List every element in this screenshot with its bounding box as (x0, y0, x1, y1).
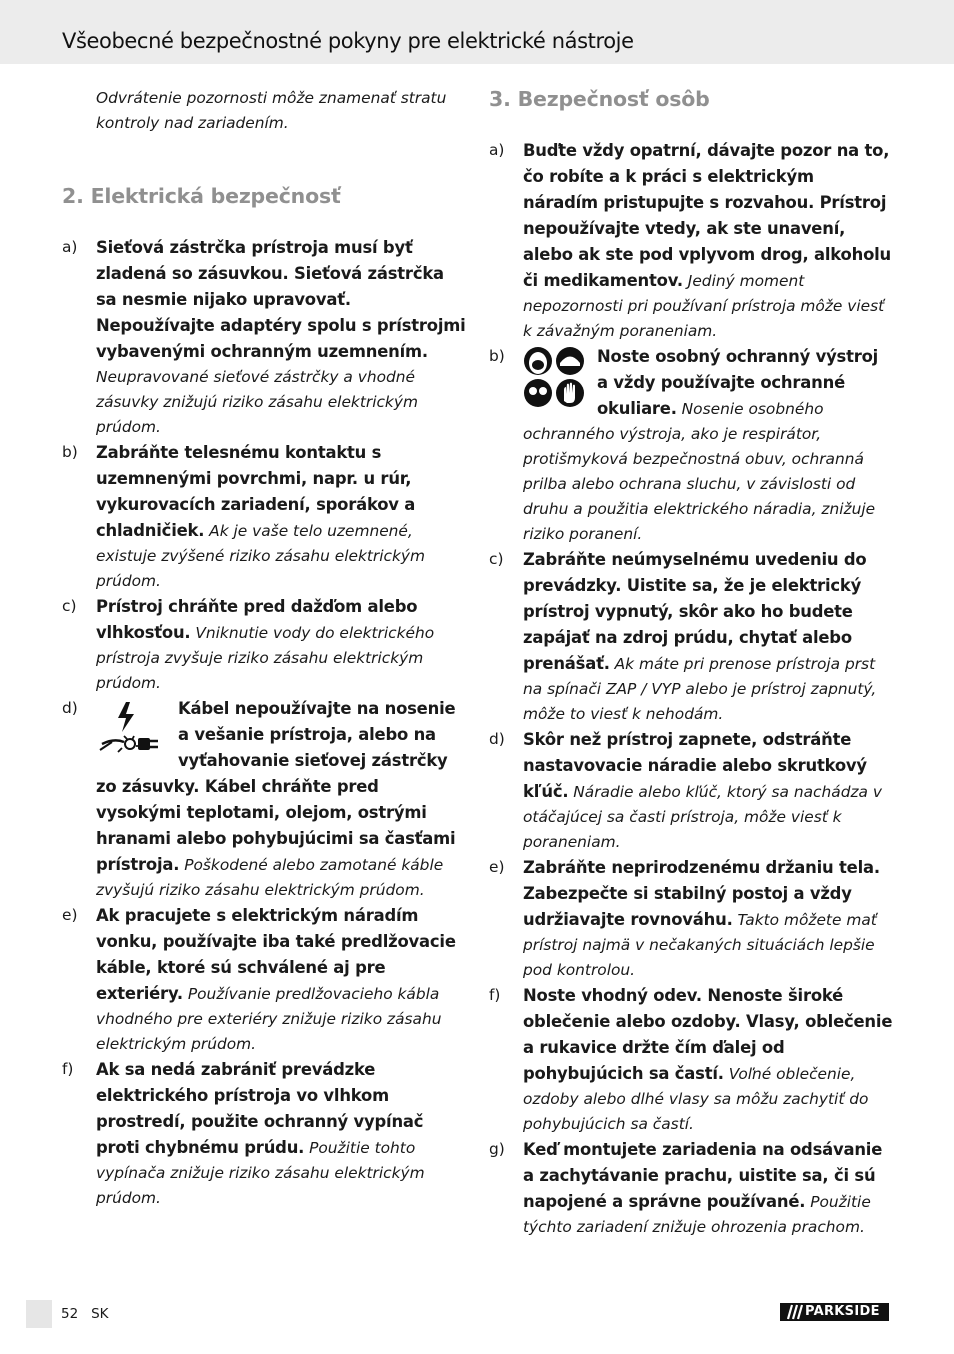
list-item: b) Zabráňte telesnému kontaktu s uzemnenými povrchmi, napr. u rúr, vykurovacích zariadení, sporákov a chladničiek. Ak je vaše telo uzemnené, existuje zvýšené riziko zásahu elektrickým prúdom. (62, 443, 425, 590)
item-bold-text: Skôr než prístroj zapnete, odstráňte nastavovacie náradie alebo skrutkový kľúč. (523, 730, 867, 801)
section-2-title: 2. Elektrická bezpečnosť (62, 184, 341, 208)
list-item: d) Skôr než prístroj zapnete, odstráňte nastavovacie náradie alebo skrutkový kľúč. Náradie alebo kľúč, ktorý sa nachádza v otáčajúcej sa časti prístroja, môže viesť k poraneniam. (489, 730, 882, 851)
item-text: Náradie alebo kľúč, ktorý sa nachádza v otáčajúcej sa časti prístroja, môže viesť k poraneniam. (523, 783, 882, 851)
item-text: Voľné oblečenie, ozdoby alebo dlhé vlasy sa môžu zachytiť do pohybujúcich sa častí. (523, 1065, 869, 1133)
page-header (0, 0, 954, 64)
parkside-logo (780, 1303, 889, 1321)
list-item: d) Kábel nepoužívajte na nosenie a vešanie prístroja, alebo na vyťahovanie sieťovej zástrčky zo zásuvky. Kábel chráňte pred vysokými teplotami, olejom, ostrými hranami alebo pohybujúcimi sa časťami prístroja. Poškodené alebo zamotané káble zvyšujú riziko zásahu elektrickým prúdom. (62, 699, 456, 899)
section-3-title: 3. Bezpečnosť osôb (489, 87, 710, 111)
page-title: Všeobecné bezpečnostné pokyny pre elektrické nástroje (62, 29, 634, 53)
item-text: Použitie týchto zariadení znižuje ohrozenia prachom. (523, 1193, 871, 1236)
item-bold-text: Keď montujete zariadenia na odsávanie a zachytávanie prachu, uistite sa, či sú napojené a správne používané. (523, 1140, 883, 1211)
brand-name: PARKSIDE (805, 1304, 880, 1319)
right-column (489, 86, 894, 1240)
item-text: Nosenie osobného ochranného výstroja, ako je respirátor, protišmyková bezpečnostná obuv, ochranná prilba alebo ochrana sluchu, v závislosti od druhu a použitia elektrického náradia, znižuje riziko poranení. (523, 400, 876, 543)
item-bold-text: Noste osobný ochranný výstroj a vždy používajte ochranné okuliare. (597, 347, 879, 418)
page-number: 52 (61, 1306, 79, 1322)
item-text: Jediný moment nepozornosti pri používaní prístroja môže viesť k závažným poraneniam. (523, 272, 885, 340)
item-bold-text: Zabráňte telesnému kontaktu s uzemnenými povrchmi, napr. u rúr, vykurovacích zariadení, sporákov a chladničiek. (96, 443, 416, 540)
logo-stripes-icon (784, 1303, 804, 1321)
list-item: b) Noste osobný ochranný výstroj a vždy používajte ochranné okuliare. Nosenie osobného ochranného výstroja, ako je respirátor, protišmyková bezpečnostná obuv, ochranná prilba alebo ochrana sluchu, v závislosti od druhu a použitia elektrického náradia, znižuje riziko poranení. (489, 347, 879, 543)
item-text: Neupravované sieťové zástrčky a vhodné zásuvky znižujú riziko zásahu elektrickým prúdom. (96, 368, 418, 436)
left-column (62, 86, 467, 1211)
item-text: Takto môžete mať prístroj najmä v nečakaných situáciách lepšie pod kontrolou. (523, 911, 877, 979)
list-item: c) Prístroj chráňte pred dažďom alebo vlhkosťou. Vniknutie vody do elektrického prístroja zvyšuje riziko zásahu elektrickým prúdom. (62, 597, 435, 692)
list-item: f) Ak sa nedá zabrániť prevádzke elektrického prístroja vo vlhkom prostredí, použite ochranný vypínač proti chybnému prúdu. Použitie tohto vypínača znižuje riziko zásahu elektrickým prúdom. (62, 1060, 425, 1207)
list-item: e) Zabráňte neprirodzenému držaniu tela. Zabezpečte si stabilný postoj a vždy udržiavajte rovnováhu. Takto môžete mať prístroj najmä v nečakaných situáciách lepšie pod kontrolou. (489, 858, 880, 979)
item-text: Používanie predlžovacieho kábla vhodného pre exteriéry znižuje riziko zásahu elektrickým prúdom. (96, 985, 442, 1053)
list-item: f) Noste vhodný odev. Nenoste široké oblečenie alebo ozdoby. Vlasy, oblečenie a rukavice držte čím ďalej od pohybujúcich sa častí. Voľné oblečenie, ozdoby alebo dlhé vlasy sa môžu zachytiť do pohybujúcich sa častí. (489, 986, 893, 1133)
item-bold-text: Zabráňte neprirodzenému držaniu tela. Zabezpečte si stabilný postoj a vždy udržiavajte rovnováhu. (523, 858, 880, 929)
item-text: Vniknutie vody do elektrického prístroja zvyšuje riziko zásahu elektrickým prúdom. (96, 624, 435, 692)
list-item: a) Sieťová zástrčka prístroja musí byť zladená so zásuvkou. Sieťová zástrčka sa nesmie nijako upravovať. Nepoužívajte adaptéry spolu s prístrojmi vybavenými ochranným uzemnením. Neupravované sieťové zástrčky a vhodné zásuvky znižujú riziko zásahu elektrickým prúdom. (62, 238, 466, 436)
protective-equipment-icons (523, 346, 585, 416)
page-footer (61, 1306, 109, 1322)
item-bold-text: Prístroj chráňte pred dažďom alebo vlhkosťou. (96, 597, 418, 642)
item-text: Ak máte pri prenose prístroja prst na spínači ZAP / VYP alebo je prístroj zapnutý, môže to viesť k nehodám. (523, 655, 877, 723)
item-text: Poškodené alebo zamotané káble zvyšujú riziko zásahu elektrickým prúdom. (96, 856, 444, 899)
intro-text: Odvrátenie pozornosti môže znamenať stratu kontroly nad zariadením. (96, 89, 447, 132)
list-item: g) Keď montujete zariadenia na odsávanie a zachytávanie prachu, uistite sa, či sú napojené a správne používané. Použitie týchto zariadení znižuje ohrozenia prachom. (489, 1140, 883, 1236)
item-bold-text: Sieťová zástrčka prístroja musí byť zladená so zásuvkou. Sieťová zástrčka sa nesmie nijako upravovať. Nepoužívajte adaptéry spolu s prístrojmi vybavenými ochranným uzemnením. (96, 238, 466, 361)
list-item: e) Ak pracujete s elektrickým náradím vonku, používajte iba také predlžovacie káble, ktoré sú schválené aj pre exteriéry. Používanie predlžovacieho kábla vhodného pre exteriéry znižuje riziko zásahu elektrickým prúdom. (62, 906, 456, 1053)
item-text: Použitie tohto vypínača znižuje riziko zásahu elektrickým prúdom. (96, 1139, 425, 1207)
list-item: c) Zabráňte neúmyselnému uvedeniu do prevádzky. Uistite sa, že je elektrický prístroj vypnutý, skôr ako ho budete zapájať na zdroj prúdu, chytať alebo prenášať. Ak máte pri prenose prístroja prst na spínači ZAP / VYP alebo je prístroj zapnutý, môže to viesť k nehodám. (489, 550, 877, 723)
page-number-box (26, 1300, 52, 1328)
item-bold-text: Zabráňte neúmyselnému uvedeniu do prevádzky. Uistite sa, že je elektrický prístroj vypnutý, skôr ako ho budete zapájať na zdroj prúdu, chytať alebo prenášať. (523, 550, 867, 673)
item-bold-text: Kábel nepoužívajte na nosenie a vešanie prístroja, alebo na vyťahovanie sieťovej zástrčky zo zásuvky. Kábel chráňte pred vysokými teplotami, olejom, ostrými hranami alebo pohybujúcimi sa časťami prístroja. (96, 699, 456, 874)
item-text: Ak je vaše telo uzemnené, existuje zvýšené riziko zásahu elektrickým prúdom. (96, 522, 425, 590)
list-item: a) Buďte vždy opatrní, dávajte pozor na to, čo robíte a k práci s elektrickým náradím pristupujte s rozvahou. Prístroj nepoužívajte vtedy, ak ste unavení, alebo ak ste pod vplyvom drog, alkoholu či medikamentov. Jediný moment nepozornosti pri používaní prístroja môže viesť k závažným poraneniam. (489, 141, 892, 340)
item-bold-text: Ak sa nedá zabrániť prevádzke elektrického prístroja vo vlhkom prostredí, použite ochranný vypínač proti chybnému prúdu. (96, 1060, 424, 1157)
item-bold-text: Buďte vždy opatrní, dávajte pozor na to, čo robíte a k práci s elektrickým náradím pristupujte s rozvahou. Prístroj nepoužívajte vtedy, ak ste unavení, alebo ak ste pod vplyvom drog, alkoholu či medikamentov. (523, 141, 892, 290)
language-code: SK (91, 1306, 109, 1322)
item-bold-text: Ak pracujete s elektrickým náradím vonku, používajte iba také predlžovacie káble, ktoré sú schválené aj pre exteriéry. (96, 906, 456, 1003)
item-bold-text: Noste vhodný odev. Nenoste široké oblečenie alebo ozdoby. Vlasy, oblečenie a rukavice držte čím ďalej od pohybujúcich sa častí. (523, 986, 893, 1083)
electric-shock-warning-icon (96, 698, 166, 766)
